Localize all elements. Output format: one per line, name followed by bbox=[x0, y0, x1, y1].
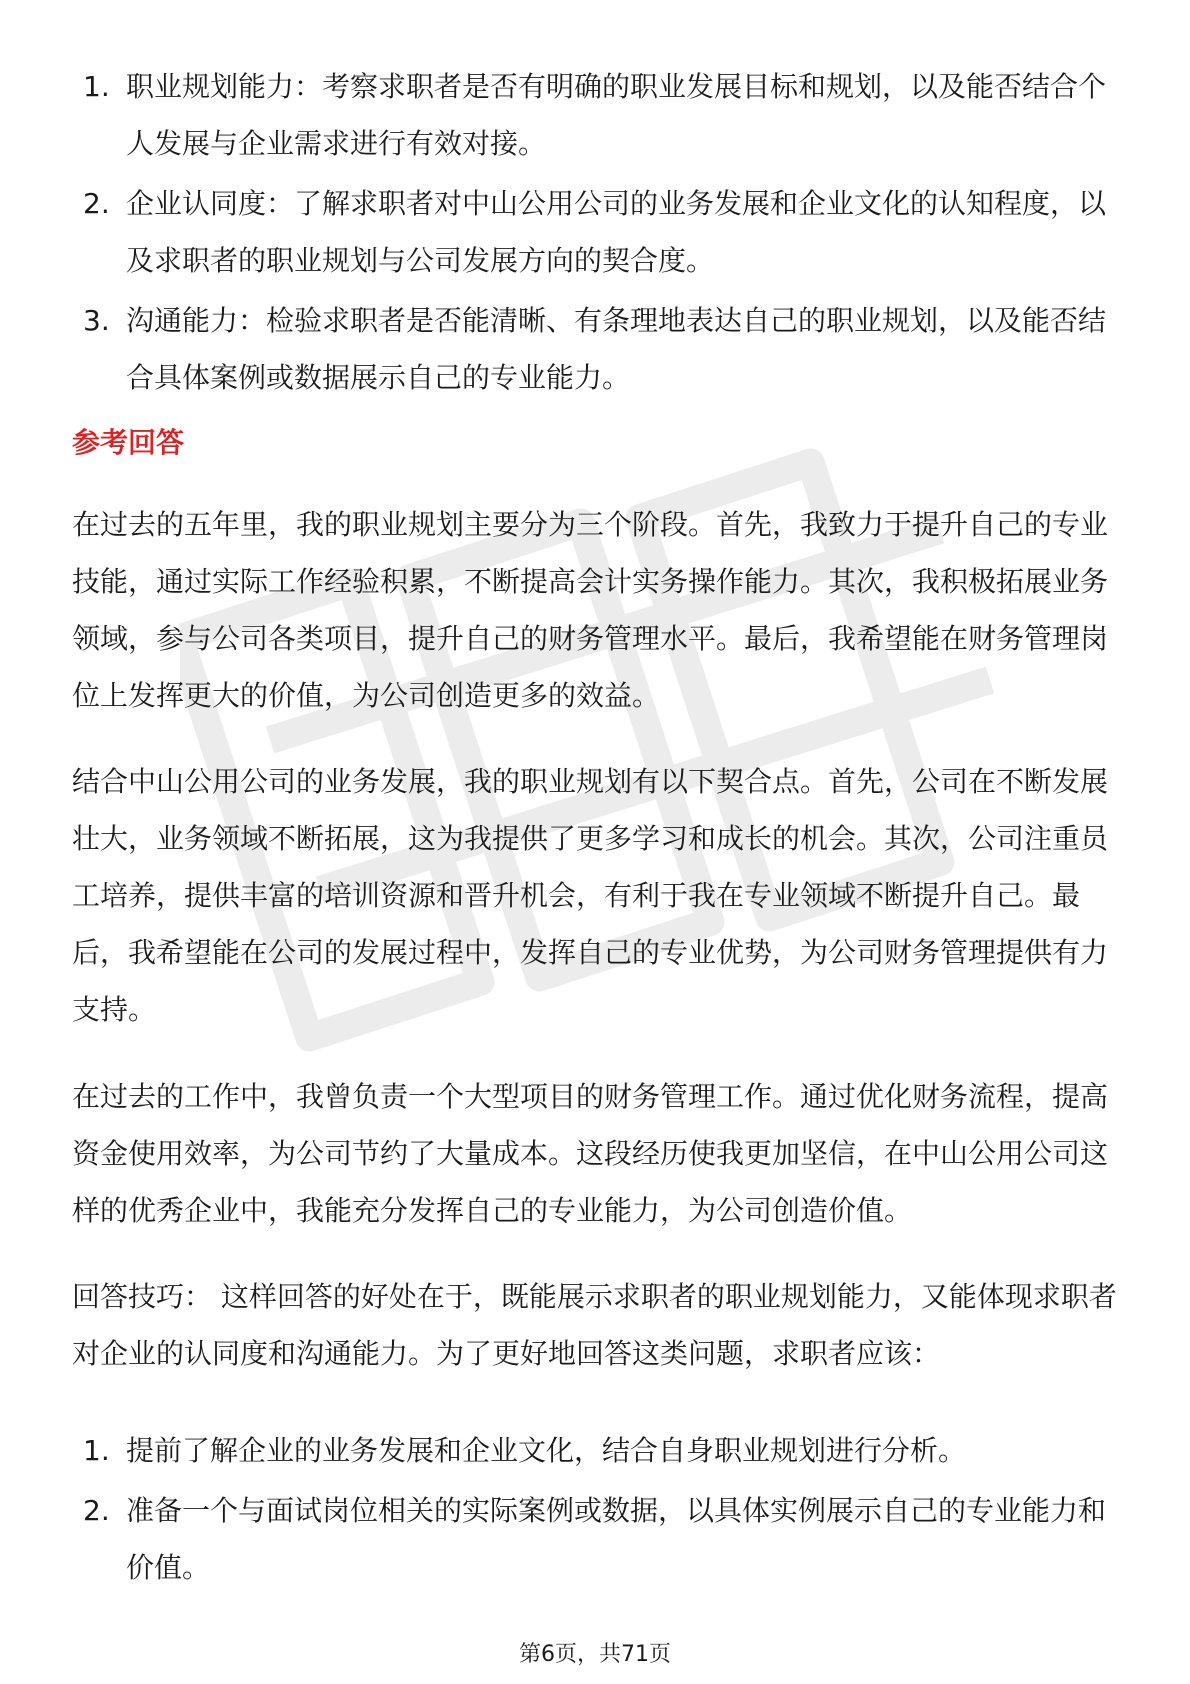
page-number-footer: 第6页，共71页 bbox=[519, 1642, 671, 1667]
answer-paragraph: 在过去的五年里，我的职业规划主要分为三个阶段。首先，我致力于提升自己的专业技能，通过实际工作经验积累，不断提高会计实务操作能力。其次，我积极拓展业务领域，参与公司各类项目，提升自己的财务管理水平。最后，我希望能在财务管理岗位上发挥更大的价值，为公司创造更多的效益。 bbox=[72, 508, 1109, 712]
list-item bbox=[83, 1482, 1123, 1596]
list-text: 准备一个与面试岗位相关的实际案例或数据，以具体实例展示自己的专业能力和价值。 bbox=[126, 1494, 1107, 1584]
list-number: 2. bbox=[83, 187, 110, 220]
list-text: 企业认同度：了解求职者对中山公用公司的业务发展和企业文化的认知程度，以及求职者的职业规划与公司发展方向的契合度。 bbox=[126, 187, 1107, 277]
tips-list bbox=[83, 1422, 1123, 1599]
list-text: 职业规划能力：考察求职者是否有明确的职业发展目标和规划，以及能否结合个人发展与企业需求进行有效对接。 bbox=[126, 70, 1107, 160]
list-number: 3. bbox=[83, 304, 110, 337]
list-number: 1. bbox=[83, 70, 110, 103]
list-number: 1. bbox=[83, 1434, 110, 1467]
answer-paragraph: 在过去的工作中，我曾负责一个大型项目的财务管理工作。通过优化财务流程，提高资金使用效率，为公司节约了大量成本。这段经历使我更加坚信，在中山公用公司这样的优秀企业中，我能充分发挥自己的专业能力，为公司创造价值。 bbox=[72, 1080, 1109, 1227]
list-number: 2. bbox=[83, 1494, 110, 1527]
answer-tips-paragraph: 回答技巧： 这样回答的好处在于，既能展示求职者的职业规划能力，又能体现求职者对企业的认同度和沟通能力。为了更好地回答这类问题，求职者应该： bbox=[72, 1280, 1117, 1370]
evaluation-criteria-list bbox=[83, 58, 1123, 409]
list-item bbox=[83, 292, 1123, 406]
list-item bbox=[83, 58, 1123, 172]
answer-paragraph: 结合中山公用公司的业务发展，我的职业规划有以下契合点。首先，公司在不断发展壮大，业务领域不断拓展，这为我提供了更多学习和成长的机会。其次，公司注重员工培养，提供丰富的培训资源和晋升机会，有利于我在专业领域不断提升自己。最后，我希望能在公司的发展过程中，发挥自己的专业优势，为公司财务管理提供有力支持。 bbox=[72, 765, 1109, 1026]
list-item bbox=[83, 1422, 1123, 1479]
list-text: 沟通能力：检验求职者是否能清晰、有条理地表达自己的职业规划，以及能否结合具体案例或数据展示自己的专业能力。 bbox=[126, 304, 1107, 394]
list-text: 提前了解企业的业务发展和企业文化，结合自身职业规划进行分析。 bbox=[126, 1434, 967, 1467]
list-item bbox=[83, 175, 1123, 289]
reference-answer-heading: 参考回答 bbox=[72, 426, 185, 459]
